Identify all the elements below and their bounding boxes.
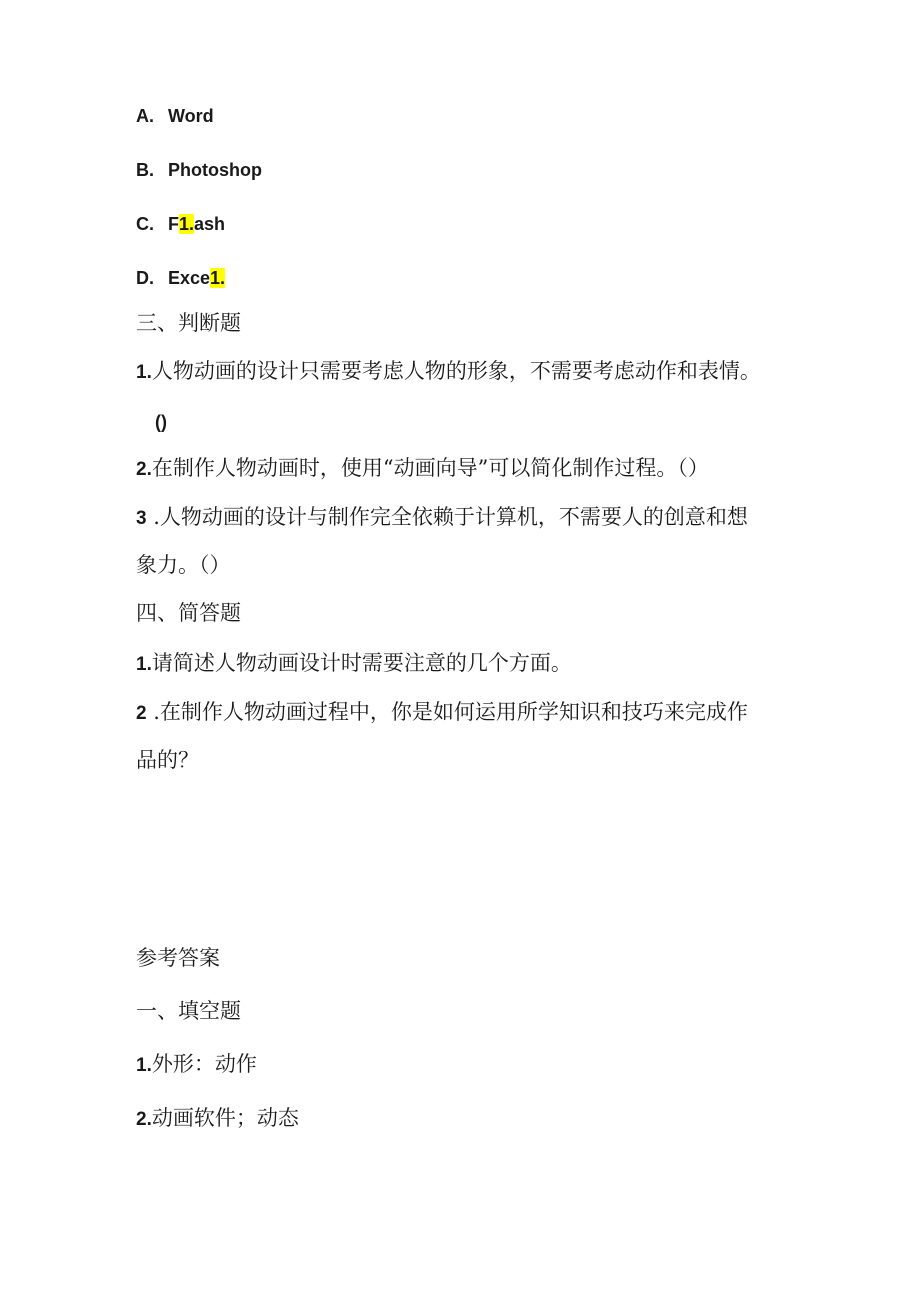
section-heading: 一、填空题 — [136, 999, 241, 1023]
question-number: 2. — [136, 459, 152, 480]
question-continuation: 象力。（） — [136, 553, 231, 577]
question-continuation: 品的？ — [136, 748, 199, 772]
answer-text: 外形：动作 — [151, 1052, 257, 1076]
question-number: 1. — [136, 362, 152, 383]
option-b-letter: B. — [136, 160, 154, 180]
question-text: .在制作人物动画过程中，你是如何运用所学知识和技巧来完成作 — [146, 700, 748, 724]
question-text: .人物动画的设计与制作完全依赖于计算机，不需要人的创意和想 — [146, 505, 748, 529]
question-item — [136, 454, 709, 484]
answer-text: 动画软件；动态 — [151, 1106, 299, 1130]
option-c-highlight: 1. — [179, 214, 195, 234]
question-item — [136, 698, 748, 728]
question-number: 1. — [136, 654, 152, 675]
option-c-letter: C. — [136, 214, 154, 234]
answer-number: 1. — [136, 1055, 152, 1076]
answer-item — [136, 1050, 257, 1080]
question-number: 2 — [136, 703, 147, 724]
option-b — [136, 156, 262, 184]
answer-parentheses: () — [155, 412, 167, 432]
option-c-text-pre: F — [168, 214, 179, 234]
section-heading: 三、判断题 — [136, 311, 241, 335]
question-item — [136, 357, 761, 387]
section-heading: 四、简答题 — [136, 601, 241, 625]
option-d-highlight: 1. — [210, 268, 226, 288]
option-d-letter: D. — [136, 268, 154, 288]
answer-number: 2. — [136, 1109, 152, 1130]
option-c-text-post: ash — [194, 214, 226, 234]
question-item — [136, 649, 572, 679]
option-d — [136, 264, 225, 292]
question-item — [136, 503, 748, 533]
option-a — [136, 102, 214, 130]
question-number: 3 — [136, 508, 147, 529]
option-a-text: Word — [168, 106, 214, 126]
option-c — [136, 210, 225, 238]
question-text: 请简述人物动画设计时需要注意的几个方面。 — [151, 651, 572, 675]
option-b-text: Photoshop — [168, 160, 262, 180]
option-d-text-pre: Exce — [168, 268, 211, 288]
answer-key-title: 参考答案 — [136, 946, 220, 970]
question-text: 人物动画的设计只需要考虑人物的形象，不需要考虑动作和表情。 — [151, 359, 761, 383]
option-a-letter: A. — [136, 106, 154, 126]
answer-item — [136, 1104, 299, 1134]
question-text: 在制作人物动画时，使用“动画向导”可以简化制作过程。（） — [151, 456, 709, 480]
